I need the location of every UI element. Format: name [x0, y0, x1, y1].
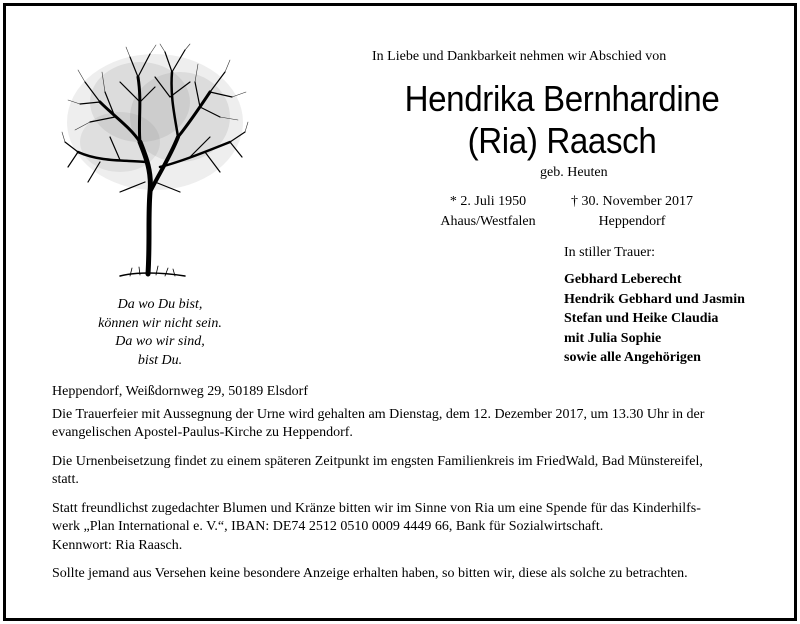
mourner: sowie alle Angehörigen [564, 350, 701, 366]
mourner: Hendrik Gebhard und Jasmin [564, 291, 745, 307]
maiden-name: geb. Heuten [540, 165, 608, 180]
address-paragraph [52, 383, 752, 402]
closing-text: Sollte jemand aus Versehen keine besondere Anzeige erhalten haben, so bitten wir, diese als solche zu betrachten. [52, 566, 688, 581]
deceased-name-line2: (Ria) Raasch [467, 120, 657, 161]
ceremony-line: Die Trauerfeier mit Aussegnung der Urne wird gehalten am Dienstag, dem 12. Dezember 2017, um 13.30 Uhr in der [52, 406, 705, 422]
donation-paragraph [52, 500, 752, 556]
intro-text: In Liebe und Dankbarkeit nehmen wir Abschied von [372, 49, 667, 64]
deceased-name-line1: Hendrika Bernhardine [404, 78, 720, 119]
birth-info [430, 192, 546, 232]
quote-line: können wir nicht sein. [98, 315, 222, 331]
mourners-list [564, 270, 745, 368]
death-info [562, 192, 702, 232]
mourning-heading: In stiller Trauer: [564, 245, 655, 260]
death-place: Heppendorf [598, 214, 666, 229]
closing-paragraph [52, 565, 752, 584]
mourner: Stefan und Heike Claudia [564, 311, 719, 327]
notice-body [52, 383, 752, 594]
burial-paragraph [52, 453, 752, 490]
address: Heppendorf, Weißdornweg 29, 50189 Elsdorf [52, 384, 309, 399]
quote-line: Da wo Du bist, [117, 297, 203, 312]
tree-illustration [60, 42, 250, 282]
death-date: † 30. November 2017 [570, 194, 694, 209]
ceremony-line: evangelischen Apostel-Paulus-Kirche zu Heppendorf. [52, 425, 353, 440]
birth-place: Ahaus/Westfalen [440, 214, 536, 229]
deceased-name [387, 78, 737, 162]
burial-line: statt. [52, 472, 79, 487]
quote-line: Da wo wir sind, [115, 334, 205, 349]
mourner: mit Julia Sophie [564, 330, 662, 346]
quote-line: bist Du. [137, 352, 183, 368]
donation-line: werk „Plan International e. V.“, IBAN: DE74 2512 0510 0009 4449 66, Bank für Sozialwirtschaft. [52, 519, 604, 534]
mourner: Gebhard Leberecht [564, 272, 682, 287]
burial-line: Die Urnenbeisetzung findet zu einem späteren Zeitpunkt im engsten Familienkreis im FriedWald, Bad Münstereifel, [52, 453, 703, 469]
donation-line: Statt freundlichst zugedachter Blumen und Kränze bitten wir im Sinne von Ria um eine Spende für das Kinderhilfs- [52, 500, 701, 516]
donation-line: Kennwort: Ria Raasch. [52, 537, 183, 553]
ceremony-paragraph [52, 406, 752, 443]
birth-date: * 2. Juli 1950 [449, 194, 527, 209]
memorial-quote [60, 296, 260, 370]
